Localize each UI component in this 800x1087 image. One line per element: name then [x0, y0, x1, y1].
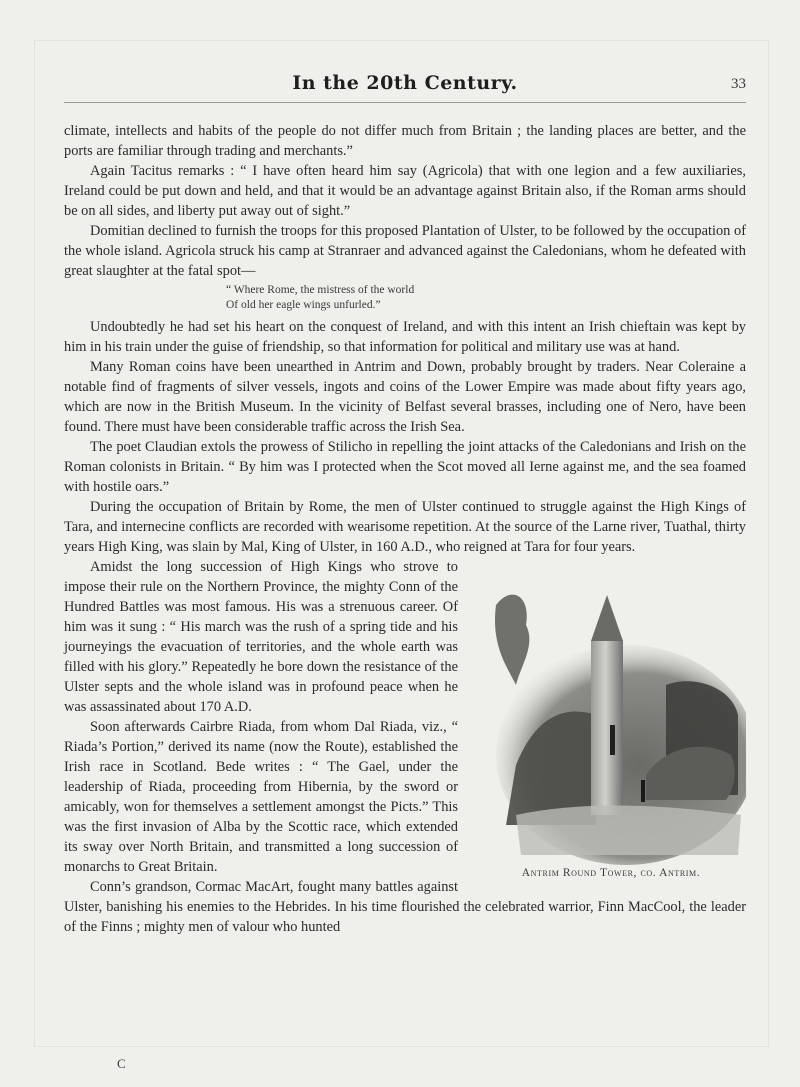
paragraph: Conn’s grandson, Cormac MacArt, fought many battles against Ulster, banishing his enemies to the Hebrides. In his time flourished the celebrated warrior, Finn MacCool, the leader of the Finns ; mighty men of valour who hunted — [64, 879, 746, 935]
round-tower-photograph — [476, 565, 746, 865]
paragraph: During the occupation of Britain by Rome, the men of Ulster continued to struggle against the High Kings of Tara, and internecine conflicts are recorded with wearisome repetition. At the source of the Larne river, Tuathal, thirty years High King, was slain by Mal, King of Ulster, in 160 A.D., who reigned at Tara for four years. — [64, 499, 746, 555]
running-title: In the 20th Century. — [292, 72, 518, 94]
paragraph: The poet Claudian extols the prowess of Stilicho in repelling the joint attacks of the Caledonians and Irish on the Roman colonists in Britain. “ By him was I protected when the Scot moved all Ierne against me, and the sea foamed with hostile oars.” — [64, 439, 746, 495]
running-head — [64, 72, 746, 103]
verse-line: “ Where Rome, the mistress of the world — [226, 284, 415, 296]
paragraph: climate, intellects and habits of the people do not differ much from Britain ; the landing places are better, and the ports are familiar through trading and merchants.” — [64, 123, 746, 159]
verse-line: Of old her eagle wings unfurled.” — [226, 299, 381, 311]
body-text — [64, 121, 746, 937]
signature-mark: C — [117, 1056, 126, 1071]
tower-cap — [591, 595, 623, 641]
verse-quotation — [64, 283, 746, 313]
page-number: 33 — [731, 76, 746, 92]
paragraph: Again Tacitus remarks : “ I have often heard him say (Agricola) that with one legion and a few auxiliaries, Ireland could be put down and held, and that it would be an advantage against Britain also, if the Roman arms should be on all sides, and liberty put away out of sight.” — [64, 163, 746, 219]
paragraph: Soon afterwards Cairbre Riada, from whom Dal Riada, viz., “ Riada’s Portion,” derived its name (now the Route), established the Irish race in Scotland. Bede writes : “ The Gael, under the leadership of Riada, proceeding from Hibernia, by the sword or amicably, won for themselves a settlement amongst the Picts.” This was the first invasion of Alba by the Scottic race, which extended its sway over North Britain, and transmitted a long succession of monarchs to Great Britain. — [64, 719, 458, 875]
round-tower-figure — [476, 565, 746, 883]
paragraph: Amidst the long succession of High Kings who strove to impose their rule on the Northern Province, the mighty Conn of the Hundred Battles was most famous. His was a strenuous career. Of him was it sung : “ His march was the rush of a spring tide and his journeyings the evacuation of territories, and the whole earth was filled with his glory.” Repeatedly he bore down the resistance of the Ulster septs and the whole island was in profound peace when he was assassinated about 170 A.D. — [64, 559, 458, 715]
paragraph: Undoubtedly he had set his heart on the conquest of Ireland, and with this intent an Irish chieftain was kept by him in his train under the guise of friendship, so that information for political and military use was at hand. — [64, 319, 746, 355]
tower-shaft — [591, 640, 623, 815]
paragraph: Many Roman coins have been unearthed in Antrim and Down, probably brought by traders. Near Coleraine a notable find of fragments of silver vessels, ingots and coins of the Lower Empire was made about fifty years ago, which are now in the British Museum. In the vicinity of Belfast several brasses, including one of Nero, have been found. There must have been considerable traffic across the Irish Sea. — [64, 359, 746, 435]
paragraph: Domitian declined to furnish the troops for this proposed Plantation of Ulster, to be followed by the occupation of the whole island. Agricola struck his camp at Stranraer and advanced against the Caledonians, whom he defeated with great slaughter at the fatal spot— — [64, 223, 746, 279]
figure-caption: Antrim Round Tower, co. Antrim. — [521, 867, 701, 879]
